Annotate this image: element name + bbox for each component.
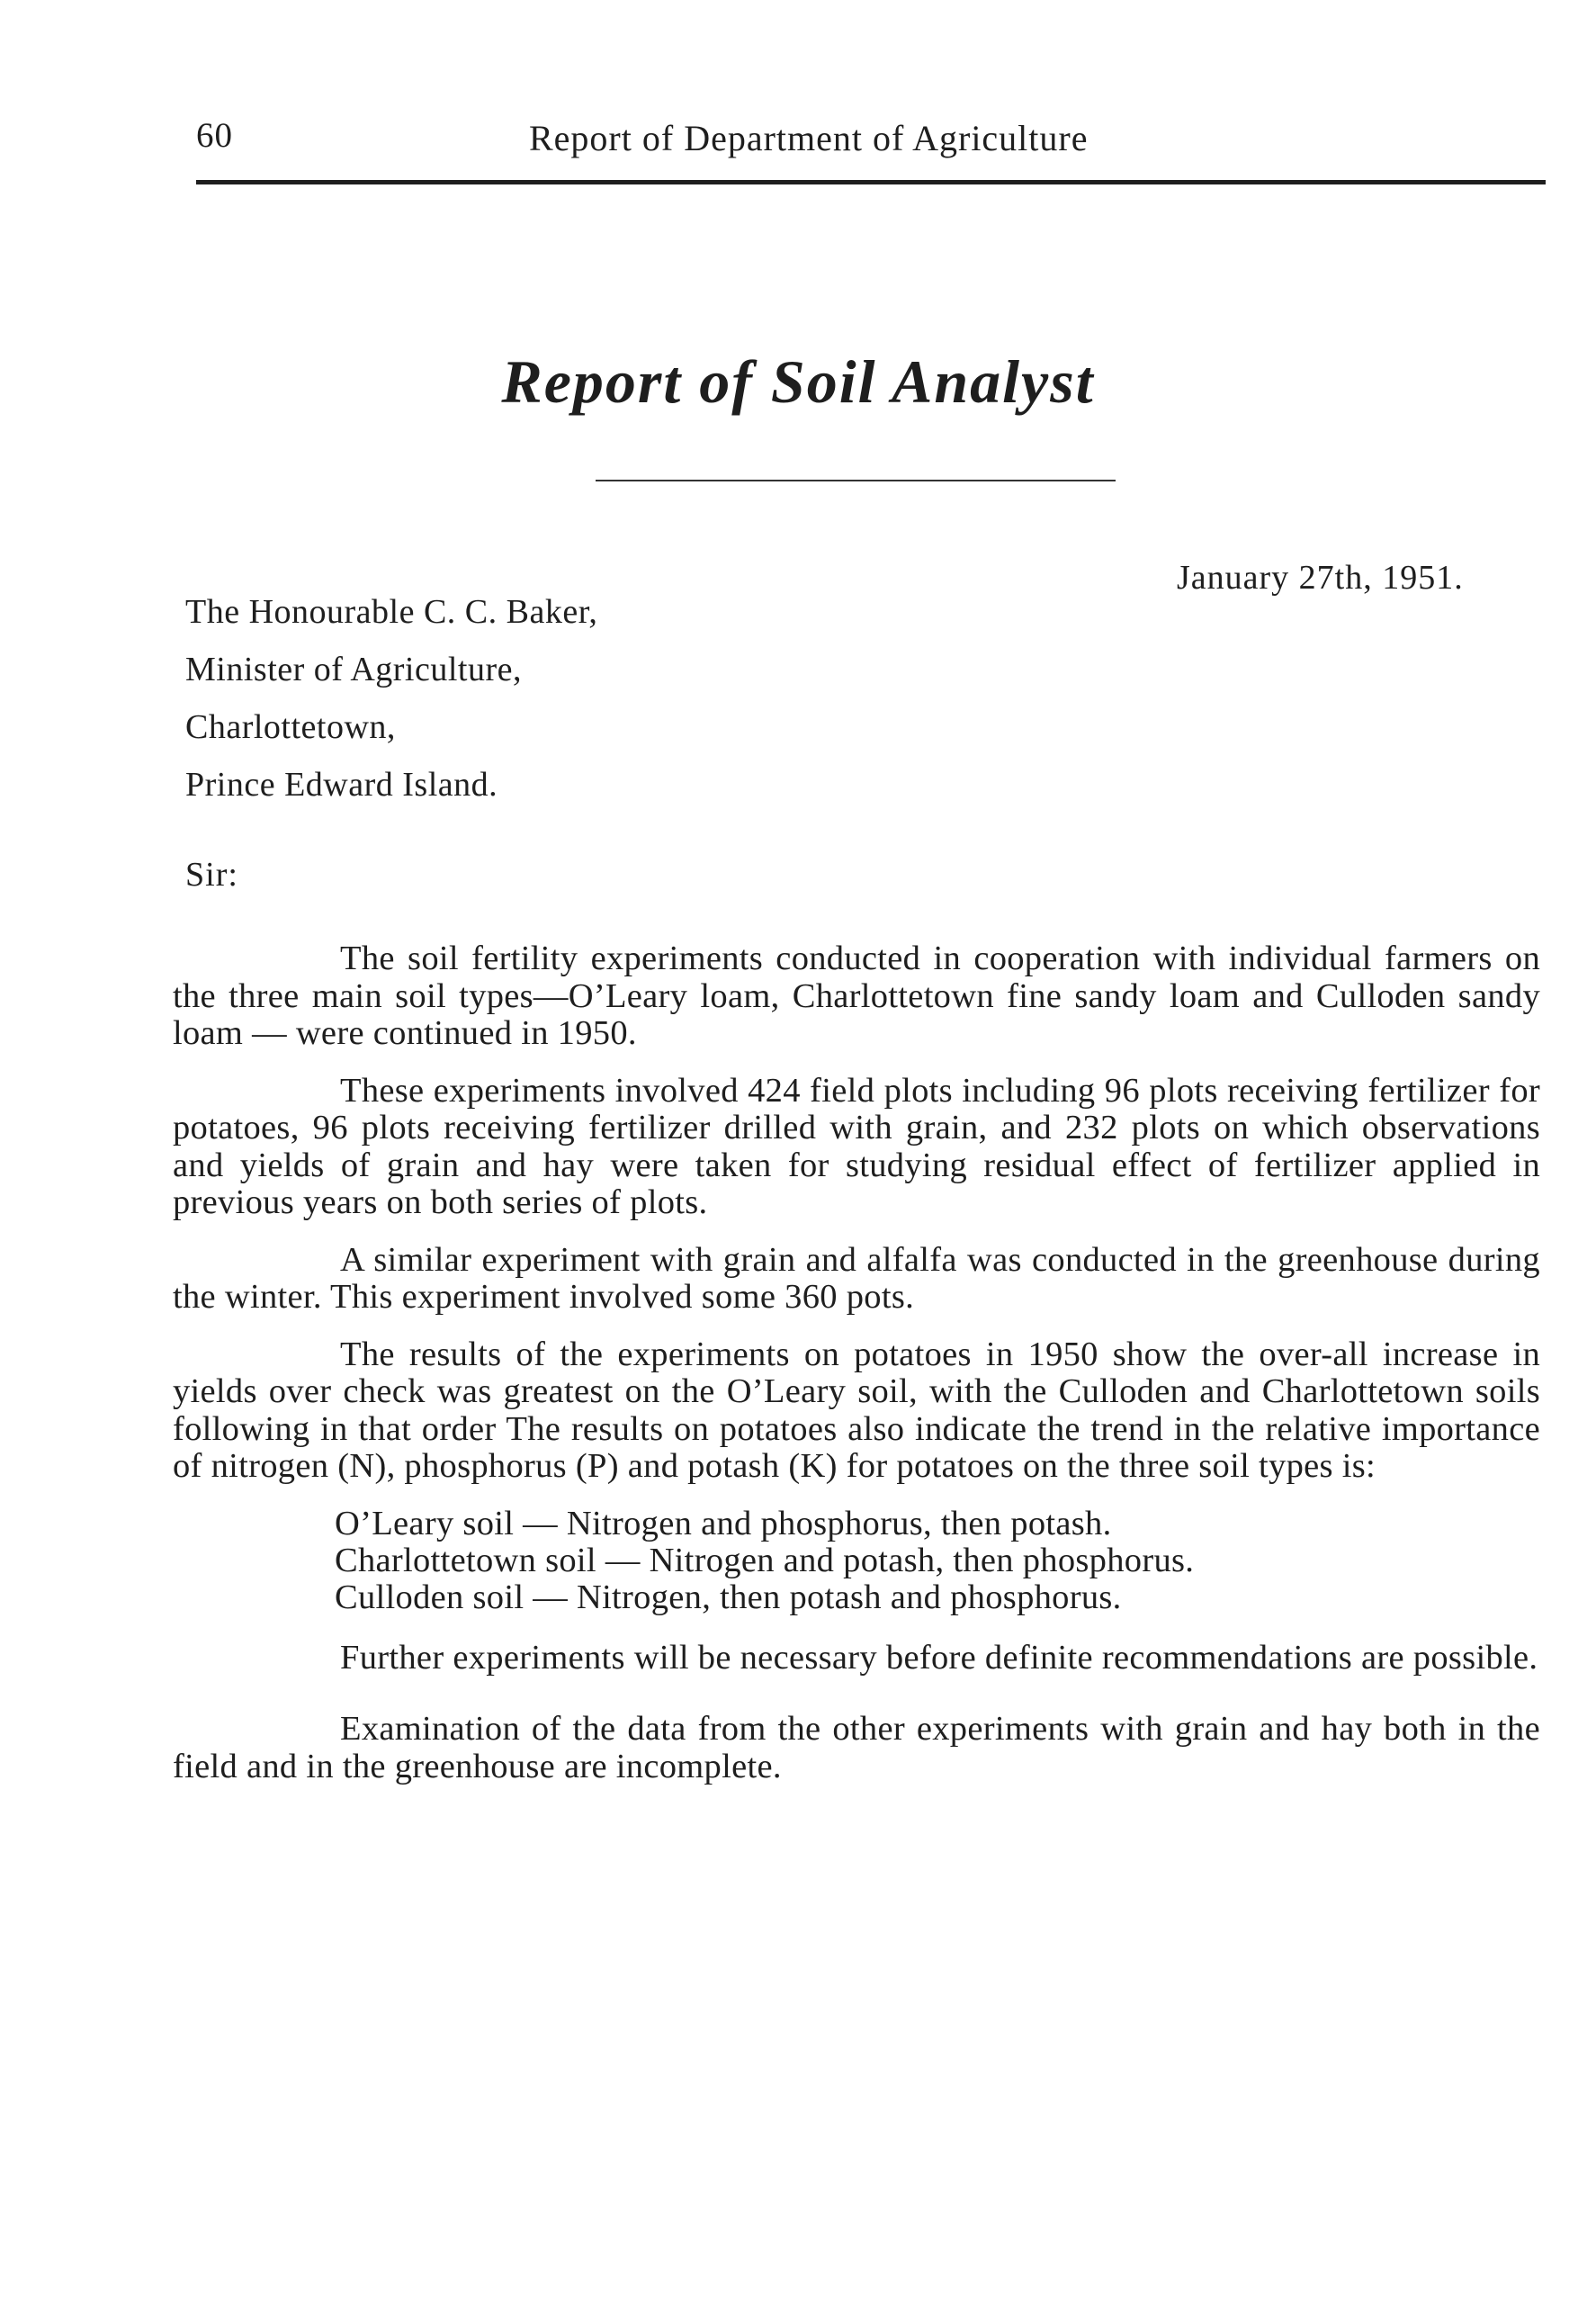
recipient-address	[185, 583, 597, 814]
running-title: Report of Department of Agriculture	[529, 118, 1089, 158]
soil-list-item: Culloden soil — Nitrogen, then potash and phosphorus.	[335, 1578, 1122, 1616]
body-paragraph: These experiments involved 424 field plots including 96 plots receiving fertilizer for potatoes, 96 plots receiving fertilizer drilled with grain, and 232 plots on which observations and yields of grain and hay were taken for studying residual effect of fertilizer applied in previous years on both series of plots.	[173, 1071, 1540, 1221]
body-paragraph: The soil fertility experiments conducted in cooperation with individual farmers on the three main soil types—O’Leary loam, Charlottetown fine sandy loam and Culloden sandy loam — were continued in 1950.	[173, 940, 1540, 1052]
soil-list	[335, 1506, 1540, 1616]
title-rule	[596, 480, 1116, 481]
soil-list-item: O’Leary soil — Nitrogen and phosphorus, then potash.	[335, 1504, 1112, 1542]
soil-list-item: Charlottetown soil — Nitrogen and potash, then phosphorus.	[335, 1541, 1195, 1579]
header-rule	[196, 180, 1546, 184]
letter-body	[173, 940, 1540, 1805]
body-paragraph: Further experiments will be necessary before definite recommendations are possible.	[340, 1638, 1538, 1677]
address-line: Minister of Agriculture,	[185, 651, 522, 688]
salutation: Sir:	[185, 856, 238, 894]
address-line: Prince Edward Island.	[185, 766, 498, 804]
body-paragraph: A similar experiment with grain and alfalfa was conducted in the greenhouse during the winter. This experiment involved some 360 pots.	[173, 1240, 1540, 1316]
address-line: The Honourable C. C. Baker,	[185, 593, 598, 631]
body-paragraph: Examination of the data from the other experiments with grain and hay both in the field and in the greenhouse are incomplete.	[173, 1710, 1540, 1785]
address-line: Charlottetown,	[185, 708, 396, 746]
report-title: Report of Soil Analyst	[501, 347, 1095, 416]
running-header	[196, 115, 1546, 169]
body-paragraph: The results of the experiments on potatoes in 1950 show the over-all increase in yields over check was greatest on the O’Leary soil, with the Culloden and Charlottetown soils following in that order The results on potatoes also indicate the trend in the relative importance of nitrogen (N), phosphorus (P) and potash (K) for potatoes on the three soil types is:	[173, 1335, 1540, 1485]
letter-date: January 27th, 1951.	[1177, 559, 1464, 597]
page-number: 60	[196, 116, 233, 155]
